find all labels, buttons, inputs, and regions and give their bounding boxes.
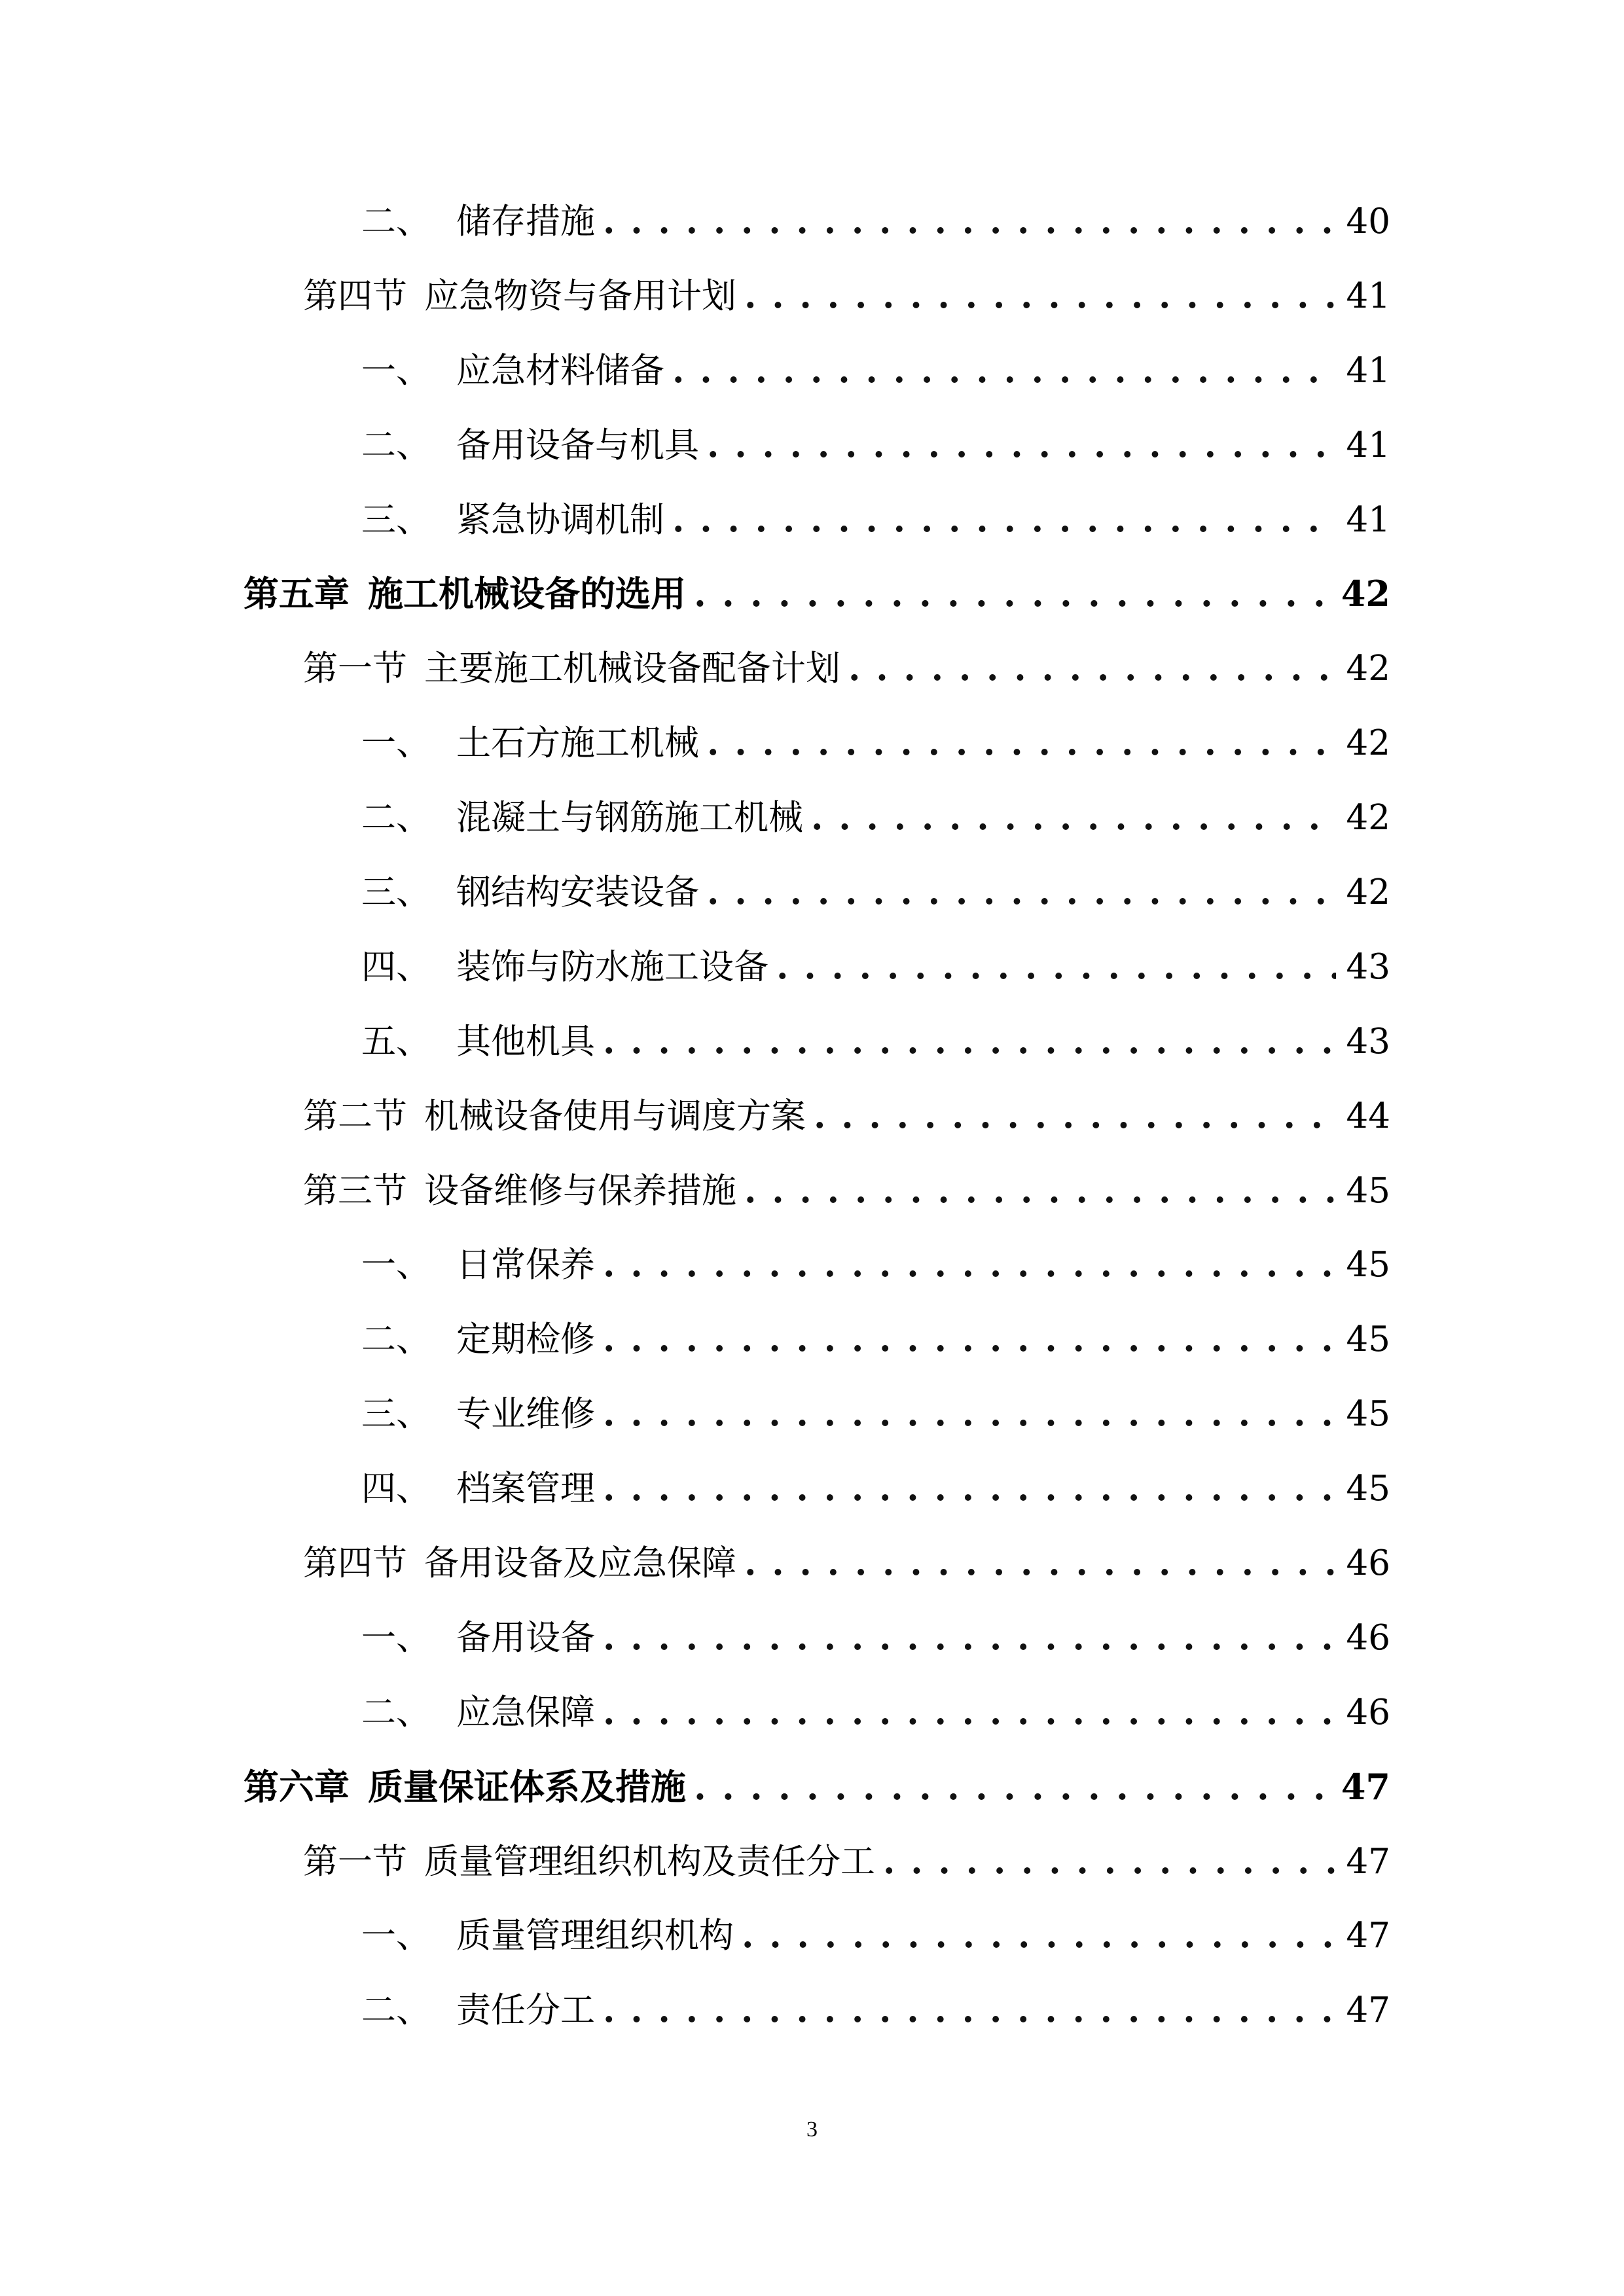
toc-entry-page: 43 bbox=[1346, 1021, 1390, 1062]
toc-entry-title: 质量管理组织机构及责任分工 bbox=[424, 1841, 875, 1882]
toc-entry[interactable] bbox=[244, 1973, 1390, 2048]
toc-entry-number: 第五章 bbox=[244, 573, 350, 615]
toc-entry-title: 专业维修 bbox=[456, 1394, 595, 1435]
toc-entry-number: 三、 bbox=[361, 1394, 431, 1435]
toc-dot-leader bbox=[694, 557, 1331, 632]
toc-entry-page: 45 bbox=[1346, 1394, 1390, 1435]
toc-entry-title: 责任分工 bbox=[456, 1990, 595, 2031]
toc-dot-leader bbox=[742, 1899, 1336, 1973]
toc-dot-leader bbox=[707, 855, 1336, 930]
table-of-contents bbox=[244, 185, 1390, 2048]
toc-entry-title: 土石方施工机械 bbox=[456, 723, 699, 764]
toc-entry[interactable] bbox=[244, 1228, 1390, 1302]
toc-entry[interactable] bbox=[244, 1452, 1390, 1526]
toc-entry-number: 第六章 bbox=[244, 1765, 350, 1808]
toc-entry[interactable] bbox=[244, 855, 1390, 930]
toc-dot-leader bbox=[744, 1526, 1336, 1601]
toc-dot-leader bbox=[707, 706, 1336, 781]
toc-entry-page: 42 bbox=[1346, 649, 1390, 689]
toc-entry-number: 三、 bbox=[361, 499, 431, 540]
toc-dot-leader bbox=[814, 1079, 1336, 1154]
toc-entry-title: 定期检修 bbox=[456, 1319, 595, 1360]
toc-entry-title: 机械设备使用与调度方案 bbox=[424, 1096, 806, 1136]
toc-entry-number: 一、 bbox=[361, 1916, 431, 1956]
page-number: 3 bbox=[806, 2117, 818, 2142]
toc-entry-title: 备用设备 bbox=[456, 1617, 595, 1658]
toc-entry-number: 五、 bbox=[361, 1021, 431, 1062]
toc-entry-page: 47 bbox=[1346, 1990, 1390, 2031]
toc-entry-page: 41 bbox=[1346, 276, 1390, 316]
toc-entry-number: 第二节 bbox=[303, 1096, 407, 1136]
toc-entry-number: 四、 bbox=[361, 1469, 431, 1509]
toc-dot-leader bbox=[603, 1973, 1336, 2048]
toc-entry-title: 备用设备与机具 bbox=[456, 425, 699, 465]
toc-entry[interactable] bbox=[244, 632, 1390, 706]
toc-dot-leader bbox=[848, 632, 1336, 706]
toc-entry-title: 应急物资与备用计划 bbox=[424, 276, 736, 316]
toc-entry-number: 一、 bbox=[361, 1245, 431, 1285]
toc-dot-leader bbox=[672, 483, 1336, 558]
toc-entry-page: 47 bbox=[1341, 1765, 1390, 1808]
toc-dot-leader bbox=[694, 1750, 1331, 1825]
toc-dot-leader bbox=[603, 1452, 1336, 1526]
toc-entry-number: 第一节 bbox=[303, 1841, 407, 1882]
toc-entry-number: 二、 bbox=[361, 202, 431, 242]
toc-entry-title: 日常保养 bbox=[456, 1245, 595, 1285]
toc-entry[interactable] bbox=[244, 1154, 1390, 1229]
toc-entry[interactable] bbox=[244, 1899, 1390, 1973]
toc-entry-title: 钢结构安装设备 bbox=[456, 872, 699, 913]
toc-entry[interactable] bbox=[244, 334, 1390, 408]
toc-entry-page: 42 bbox=[1346, 723, 1390, 764]
toc-entry-page: 47 bbox=[1346, 1841, 1390, 1882]
toc-entry-title: 其他机具 bbox=[456, 1021, 595, 1062]
toc-dot-leader bbox=[603, 1377, 1336, 1452]
toc-entry[interactable] bbox=[244, 706, 1390, 781]
toc-dot-leader bbox=[603, 1228, 1336, 1302]
toc-entry[interactable] bbox=[244, 1526, 1390, 1601]
toc-entry-title: 设备维修与保养措施 bbox=[424, 1170, 736, 1211]
toc-entry-title: 施工机械设备的选用 bbox=[368, 573, 686, 615]
toc-entry-number: 二、 bbox=[361, 798, 431, 838]
toc-entry[interactable] bbox=[244, 557, 1390, 632]
toc-entry-number: 一、 bbox=[361, 723, 431, 764]
toc-dot-leader bbox=[672, 334, 1336, 408]
toc-entry-title: 档案管理 bbox=[456, 1469, 595, 1509]
toc-entry-title: 质量保证体系及措施 bbox=[368, 1765, 686, 1808]
toc-entry-page: 47 bbox=[1346, 1916, 1390, 1956]
toc-entry-number: 一、 bbox=[361, 350, 431, 391]
toc-entry-page: 45 bbox=[1346, 1469, 1390, 1509]
toc-entry[interactable] bbox=[244, 1825, 1390, 1899]
toc-entry[interactable] bbox=[244, 1079, 1390, 1154]
toc-entry-title: 混凝土与钢筋施工机械 bbox=[456, 798, 803, 838]
toc-entry[interactable] bbox=[244, 781, 1390, 855]
toc-entry[interactable] bbox=[244, 185, 1390, 259]
toc-entry[interactable] bbox=[244, 483, 1390, 558]
toc-entry[interactable] bbox=[244, 930, 1390, 1005]
toc-entry[interactable] bbox=[244, 1601, 1390, 1676]
toc-entry-number: 四、 bbox=[361, 946, 431, 987]
toc-dot-leader bbox=[603, 185, 1336, 259]
toc-entry-page: 46 bbox=[1346, 1543, 1390, 1584]
toc-entry-number: 第一节 bbox=[303, 649, 407, 689]
toc-dot-leader bbox=[603, 1676, 1336, 1750]
toc-entry-page: 45 bbox=[1346, 1319, 1390, 1360]
toc-entry-page: 45 bbox=[1346, 1245, 1390, 1285]
toc-entry-title: 装饰与防水施工设备 bbox=[456, 946, 768, 987]
toc-entry-page: 46 bbox=[1346, 1692, 1390, 1732]
toc-entry-title: 主要施工机械设备配备计划 bbox=[424, 649, 840, 689]
toc-entry-page: 41 bbox=[1346, 350, 1390, 391]
toc-entry-number: 三、 bbox=[361, 872, 431, 913]
toc-entry-number: 二、 bbox=[361, 1692, 431, 1732]
toc-entry-page: 46 bbox=[1346, 1617, 1390, 1658]
toc-entry-title: 储存措施 bbox=[456, 202, 595, 242]
toc-entry-page: 43 bbox=[1346, 946, 1390, 987]
toc-dot-leader bbox=[603, 1601, 1336, 1676]
toc-entry-page: 42 bbox=[1346, 872, 1390, 913]
toc-entry-title: 应急材料储备 bbox=[456, 350, 664, 391]
toc-entry-number: 第四节 bbox=[303, 1543, 407, 1584]
toc-entry-number: 第三节 bbox=[303, 1170, 407, 1211]
toc-dot-leader bbox=[603, 1302, 1336, 1377]
toc-entry-page: 42 bbox=[1341, 573, 1390, 615]
toc-entry-page: 42 bbox=[1346, 798, 1390, 838]
toc-entry-page: 45 bbox=[1346, 1170, 1390, 1211]
toc-entry-page: 41 bbox=[1346, 499, 1390, 540]
toc-dot-leader bbox=[811, 781, 1336, 855]
toc-entry-number: 二、 bbox=[361, 425, 431, 465]
toc-dot-leader bbox=[707, 408, 1336, 483]
toc-dot-leader bbox=[744, 259, 1336, 334]
toc-entry-number: 一、 bbox=[361, 1617, 431, 1658]
toc-entry-page: 40 bbox=[1346, 202, 1390, 242]
toc-entry-title: 质量管理组织机构 bbox=[456, 1916, 734, 1956]
toc-entry-number: 第四节 bbox=[303, 276, 407, 316]
toc-entry[interactable] bbox=[244, 1676, 1390, 1750]
toc-entry[interactable] bbox=[244, 408, 1390, 483]
toc-entry[interactable] bbox=[244, 1005, 1390, 1079]
toc-entry-number: 二、 bbox=[361, 1319, 431, 1360]
toc-dot-leader bbox=[883, 1825, 1336, 1899]
toc-entry-title: 紧急协调机制 bbox=[456, 499, 664, 540]
toc-entry[interactable] bbox=[244, 259, 1390, 334]
toc-dot-leader bbox=[603, 1005, 1336, 1079]
toc-entry[interactable] bbox=[244, 1377, 1390, 1452]
toc-entry[interactable] bbox=[244, 1302, 1390, 1377]
toc-dot-leader bbox=[776, 930, 1336, 1005]
toc-dot-leader bbox=[744, 1154, 1336, 1229]
toc-entry-number: 二、 bbox=[361, 1990, 431, 2031]
toc-entry-title: 应急保障 bbox=[456, 1692, 595, 1732]
toc-entry-title: 备用设备及应急保障 bbox=[424, 1543, 736, 1584]
toc-entry[interactable] bbox=[244, 1750, 1390, 1825]
toc-entry-page: 44 bbox=[1346, 1096, 1390, 1136]
toc-entry-page: 41 bbox=[1346, 425, 1390, 465]
